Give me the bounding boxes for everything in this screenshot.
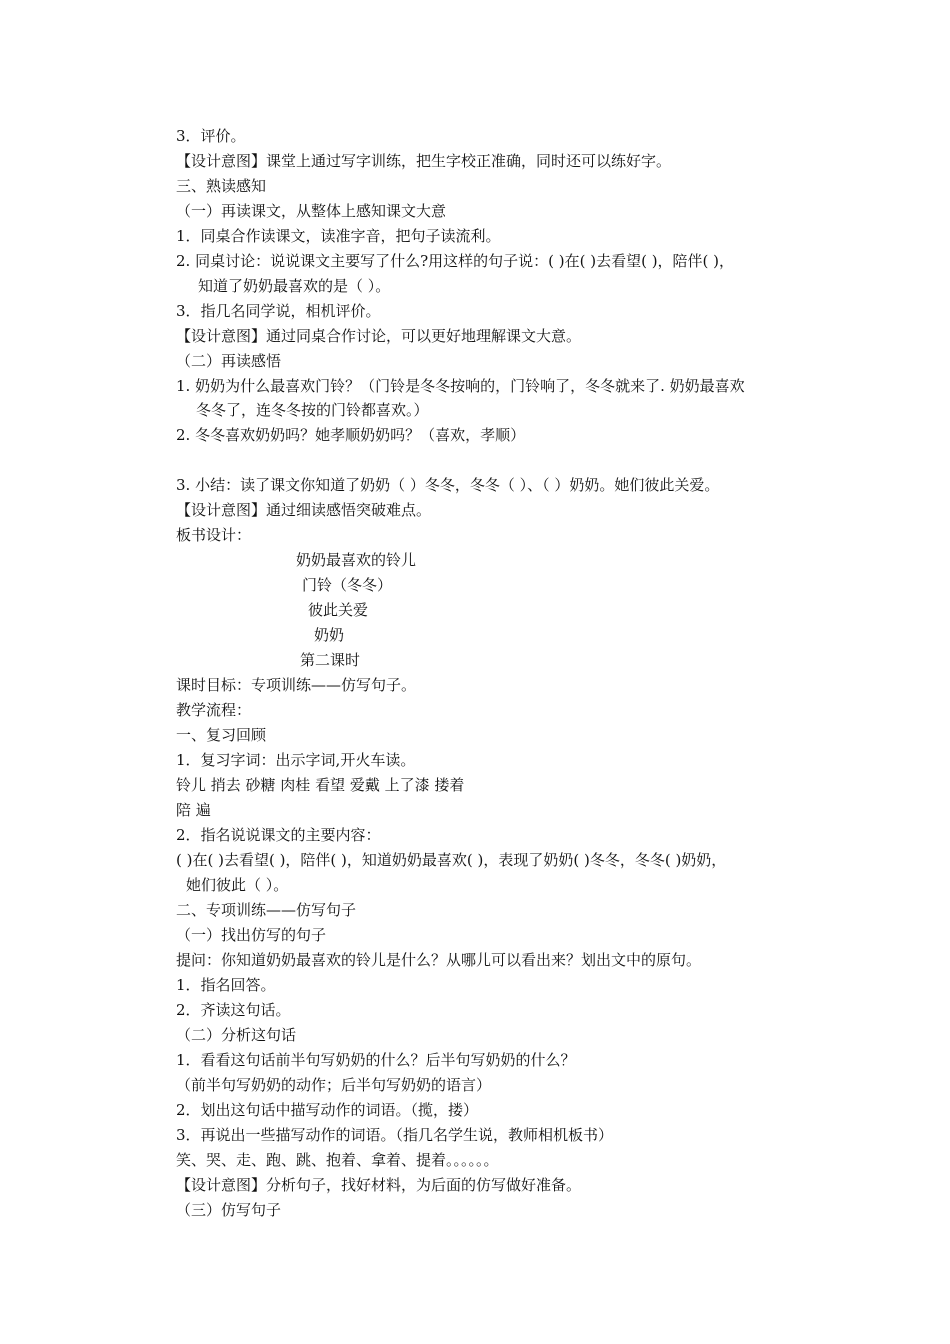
blackboard-title: 奶奶最喜欢的铃儿 <box>296 551 417 569</box>
blackboard-line: 彼此关爱 <box>308 601 369 619</box>
text-line: 她们彼此（ ）。 <box>186 876 289 894</box>
text-line: ( )在( )去看望( )，陪伴( )，知道奶奶最喜欢( )，表现了奶奶( )冬冬，冬冬( )奶奶， <box>176 851 727 869</box>
section-heading: 三、熟读感知 <box>176 177 267 195</box>
text-line: 2. 同桌讨论：说说课文主要写了什么?用这样的句子说：( )在( )去看望( )，陪伴( )， <box>176 252 735 270</box>
design-intent-line: 【设计意图】通过同桌合作讨论，可以更好地理解课文大意。 <box>176 327 582 345</box>
text-line: 3．评价。 <box>176 127 246 145</box>
text-line: 冬冬了，连冬冬按的门铃都喜欢。） <box>196 401 429 419</box>
text-line: 提问：你知道奶奶最喜欢的铃儿是什么？从哪儿可以看出来？划出文中的原句。 <box>176 951 702 969</box>
word-list: 陪 遍 <box>176 801 211 819</box>
word-list: 铃儿 捎去 砂糖 肉桂 看望 爱戴 上了漆 搂着 <box>176 776 465 794</box>
blackboard-line: 奶奶 <box>314 626 345 644</box>
subsection-heading: （一）找出仿写的句子 <box>176 926 327 944</box>
text-line: 3．指几名同学说，相机评价。 <box>176 302 381 320</box>
subsection-heading: （三）仿写句子 <box>176 1201 282 1219</box>
text-line: 1．看看这句话前半句写奶奶的什么？后半句写奶奶的什么？ <box>176 1051 576 1069</box>
text-line: 3. 小结：读了课文你知道了奶奶（ ）冬冬，冬冬（ ）、（ ）奶奶。她们彼此关爱。 <box>176 476 720 494</box>
subsection-heading: （一）再读课文，从整体上感知课文大意 <box>176 202 447 220</box>
text-line: 课时目标：专项训练——仿写句子。 <box>176 676 417 694</box>
text-line: 2．指名说说课文的主要内容： <box>176 826 381 844</box>
design-intent-line: 【设计意图】通过细读感悟突破难点。 <box>176 501 432 519</box>
text-line: 教学流程： <box>176 701 252 719</box>
text-line: 3．再说出一些描写动作的词语。（指几名学生说，教师相机板书） <box>176 1126 614 1144</box>
word-list: 笑、哭、走、跑、跳、抱着、拿着、提着。。。。。。 <box>176 1151 499 1169</box>
section-heading: 二、专项训练——仿写句子 <box>176 901 357 919</box>
text-line: 1．复习字词：出示字词,开火车读。 <box>176 751 416 769</box>
text-line: 1．同桌合作读课文，读准字音，把句子读流利。 <box>176 227 501 245</box>
blackboard-heading: 板书设计： <box>176 526 252 544</box>
text-line: 2. 冬冬喜欢奶奶吗？她孝顺奶奶吗？（喜欢，孝顺） <box>176 426 526 444</box>
subsection-heading: （二）分析这句话 <box>176 1026 297 1044</box>
text-line: 知道了奶奶最喜欢的是（ ）。 <box>198 277 391 295</box>
text-line: 2．齐读这句话。 <box>176 1001 291 1019</box>
text-line: 2．划出这句话中描写动作的词语。（揽，搂） <box>176 1101 479 1119</box>
lesson-heading: 第二课时 <box>300 651 361 669</box>
text-line: （前半句写奶奶的动作；后半句写奶奶的语言） <box>176 1076 492 1094</box>
text-line: 1. 奶奶为什么最喜欢门铃？（门铃是冬冬按响的，门铃响了，冬冬就来了. 奶奶最喜欢 <box>176 377 745 395</box>
text-line: 1．指名回答。 <box>176 976 276 994</box>
design-intent-line: 【设计意图】课堂上通过写字训练，把生字校正准确，同时还可以练好字。 <box>176 152 672 170</box>
design-intent-line: 【设计意图】分析句子，找好材料，为后面的仿写做好准备。 <box>176 1176 582 1194</box>
subsection-heading: （二）再读感悟 <box>176 352 282 370</box>
section-heading: 一、复习回顾 <box>176 726 267 744</box>
blackboard-line: 门铃（冬冬） <box>302 576 393 594</box>
